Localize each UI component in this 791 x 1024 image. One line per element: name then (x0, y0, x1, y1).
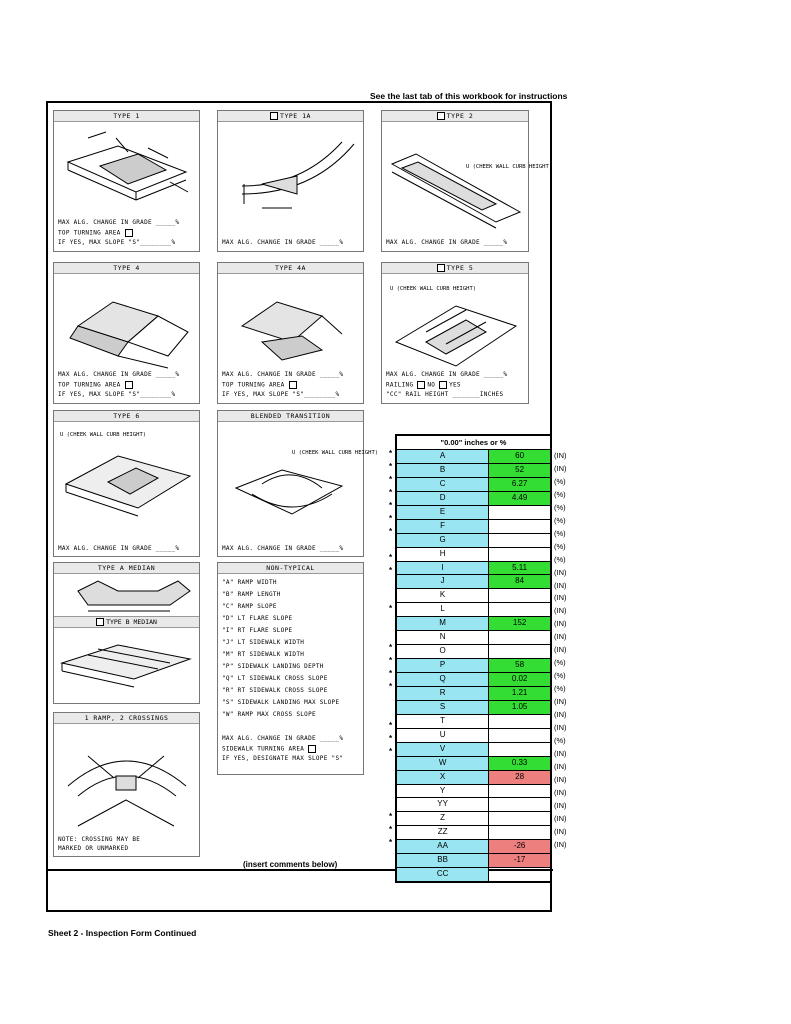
table-row (397, 701, 550, 715)
required-marker: * (389, 720, 393, 730)
row-value[interactable] (489, 631, 550, 644)
table-row (397, 854, 550, 868)
table-row (397, 798, 550, 812)
row-label: L (397, 603, 489, 616)
table-row (397, 631, 550, 645)
table-row (397, 492, 550, 506)
table-row (397, 785, 550, 799)
table-row (397, 826, 550, 840)
panel-type-6 (53, 410, 200, 557)
required-marker: * (389, 449, 393, 458)
row-value[interactable] (489, 534, 550, 547)
row-value[interactable]: 52 (489, 464, 550, 477)
unit-label: (%) (554, 541, 566, 551)
required-marker: * (389, 682, 393, 692)
row-label: Q (397, 673, 489, 686)
unit-label: (%) (554, 658, 566, 668)
table-row (397, 534, 550, 548)
row-label: W (397, 757, 489, 770)
unit-label: (IN) (554, 593, 567, 603)
row-value[interactable] (489, 868, 550, 881)
unit-label: (IN) (554, 813, 567, 823)
required-marker: * (389, 643, 393, 653)
unit-label: (IN) (554, 463, 567, 473)
turning-area-line: SIDEWALK TURNING AREA (222, 745, 318, 753)
row-value[interactable]: 0.33 (489, 757, 550, 770)
row-label: T (397, 715, 489, 728)
row-label: F (397, 520, 489, 533)
table-row (397, 771, 550, 785)
required-marker: * (389, 604, 393, 614)
row-value[interactable] (489, 548, 550, 561)
required-marker: * (389, 513, 393, 523)
table-body (397, 450, 550, 881)
table-row (397, 562, 550, 576)
row-label: J (397, 575, 489, 588)
row-value[interactable] (489, 785, 550, 798)
legend-item: "C" RAMP SLOPE (222, 603, 277, 610)
row-value[interactable]: 60 (489, 450, 550, 463)
row-label: V (397, 743, 489, 756)
unit-label: (%) (554, 515, 566, 525)
table-row (397, 464, 550, 478)
required-marker: * (389, 746, 393, 756)
unit-label: (%) (554, 476, 566, 486)
row-label: M (397, 617, 489, 630)
row-value[interactable] (489, 506, 550, 519)
legend-item: "J" LT SIDEWALK WIDTH (222, 639, 305, 646)
table-row (397, 687, 550, 701)
required-marker: * (389, 565, 393, 575)
row-label: CC (397, 868, 489, 881)
railing-line: RAILING NO YES (386, 381, 461, 389)
type-b-median-title: TYPE B MEDIAN (54, 616, 199, 628)
row-value[interactable]: 152 (489, 617, 550, 630)
legend-item: "B" RAMP LENGTH (222, 591, 281, 598)
table-row (397, 548, 550, 562)
required-marker: * (389, 837, 393, 847)
panel-type-5 (381, 262, 529, 404)
row-label: BB (397, 854, 489, 867)
panel-title: TYPE 2 (382, 111, 528, 122)
cheek-wall-callout: U (CHEEK WALL CURB HEIGHT) (466, 164, 553, 170)
unit-label: (IN) (554, 722, 567, 732)
legend-item: "R" RT SIDEWALK CROSS SLOPE (222, 687, 328, 694)
unit-label: (IN) (554, 826, 567, 836)
unit-label: (IN) (554, 645, 567, 655)
row-value[interactable]: 84 (489, 575, 550, 588)
panel-title: TYPE A MEDIAN (54, 563, 199, 574)
grade-line: MAX ALG. CHANGE IN GRADE _____% (222, 735, 344, 742)
unit-label: (%) (554, 554, 566, 564)
unit-label: (%) (554, 489, 566, 499)
row-label: A (397, 450, 489, 463)
row-label: E (397, 506, 489, 519)
table-row (397, 729, 550, 743)
max-slope-line: IF YES, DESIGNATE MAX SLOPE "S" (222, 755, 344, 762)
grade-line: MAX ALG. CHANGE IN GRADE _____% (222, 545, 344, 552)
row-label: O (397, 645, 489, 658)
legend-item: "I" RT FLARE SLOPE (222, 627, 293, 634)
table-row (397, 575, 550, 589)
grade-line: MAX ALG. CHANGE IN GRADE _____% (222, 371, 344, 378)
crossing-note: MARKED OR UNMARKED (58, 845, 129, 852)
turning-area-line: TOP TURNING AREA (58, 381, 135, 389)
railing-no-checkbox[interactable] (417, 381, 425, 389)
required-marker: * (389, 824, 393, 834)
max-slope-line: IF YES, MAX SLOPE "S"________% (222, 391, 340, 398)
panel-title: TYPE 5 (382, 263, 528, 274)
panel-type-a-median (53, 562, 200, 704)
row-value[interactable]: 5.11 (489, 562, 550, 575)
unit-label: (IN) (554, 774, 567, 784)
table-row (397, 840, 550, 854)
grade-line: MAX ALG. CHANGE IN GRADE _____% (222, 239, 344, 246)
max-slope-line: IF YES, MAX SLOPE "S"________% (58, 391, 176, 398)
table-row (397, 645, 550, 659)
unit-label: (IN) (554, 632, 567, 642)
panel-type-4a (217, 262, 364, 404)
panel-title: TYPE 4 (54, 263, 199, 274)
unit-label: (IN) (554, 800, 567, 810)
type-4-diagram (58, 276, 195, 371)
row-value[interactable]: 58 (489, 659, 550, 672)
turning-area-checkbox[interactable] (289, 381, 297, 389)
legend-item: "P" SIDEWALK LANDING DEPTH (222, 663, 324, 670)
row-label: D (397, 492, 489, 505)
type-5-checkbox[interactable] (437, 264, 445, 272)
turning-area-line: TOP TURNING AREA (58, 229, 135, 237)
row-label: H (397, 548, 489, 561)
unit-label: (%) (554, 684, 566, 694)
row-value[interactable]: 0.02 (489, 673, 550, 686)
panel-non-typical (217, 562, 364, 775)
required-marker: * (389, 552, 393, 562)
row-label: G (397, 534, 489, 547)
legend-item: "D" LT FLARE SLOPE (222, 615, 293, 622)
type-2-checkbox[interactable] (437, 112, 445, 120)
unit-label: (IN) (554, 567, 567, 577)
blended-transition-diagram (222, 424, 379, 524)
grade-line: MAX ALG. CHANGE IN GRADE _____% (58, 371, 180, 378)
table-row (397, 617, 550, 631)
required-marker: * (389, 474, 393, 484)
table-row (397, 450, 550, 464)
type-b-median-checkbox[interactable] (96, 618, 104, 626)
turning-area-checkbox[interactable] (125, 381, 133, 389)
grade-line: MAX ALG. CHANGE IN GRADE _____% (386, 371, 508, 378)
row-value[interactable]: 28 (489, 771, 550, 784)
instructions-note: See the last tab of this workbook for instructions (370, 91, 568, 101)
table-row (397, 673, 550, 687)
table-row (397, 743, 550, 757)
type-6-diagram (58, 424, 195, 524)
required-marker: * (389, 656, 393, 666)
row-value[interactable] (489, 520, 550, 533)
turning-area-checkbox[interactable] (125, 229, 133, 237)
railing-yes-checkbox[interactable] (439, 381, 447, 389)
type-a-median-diagram (58, 575, 195, 617)
required-marker: * (389, 487, 393, 497)
row-value[interactable]: 6.27 (489, 478, 550, 491)
grade-line: MAX ALG. CHANGE IN GRADE _____% (58, 545, 180, 552)
cheek-wall-callout: U (CHEEK WALL CURB HEIGHT) (292, 450, 379, 456)
row-value[interactable] (489, 798, 550, 811)
grade-line: MAX ALG. CHANGE IN GRADE _____% (386, 239, 508, 246)
unit-label: (%) (554, 671, 566, 681)
panel-1-ramp-2-crossings (53, 712, 200, 857)
row-value[interactable]: -26 (489, 840, 550, 853)
legend-item: "M" RT SIDEWALK WIDTH (222, 651, 305, 658)
panel-type-1 (53, 110, 200, 252)
type-4a-diagram (222, 276, 359, 371)
type-1a-checkbox[interactable] (270, 112, 278, 120)
unit-label: (IN) (554, 748, 567, 758)
required-marker: * (389, 500, 393, 510)
table-row (397, 715, 550, 729)
unit-label: (IN) (554, 580, 567, 590)
type-2-diagram (386, 124, 553, 224)
row-label: Z (397, 812, 489, 825)
row-value[interactable] (489, 645, 550, 658)
required-marker: * (389, 526, 393, 536)
table-row (397, 757, 550, 771)
table-row (397, 506, 550, 520)
row-value[interactable]: 4.49 (489, 492, 550, 505)
panel-type-2 (381, 110, 553, 252)
row-value[interactable] (489, 715, 550, 728)
row-value[interactable]: 1.21 (489, 687, 550, 700)
grade-line: MAX ALG. CHANGE IN GRADE _____% (58, 219, 180, 226)
table-row (397, 812, 550, 826)
row-label: YY (397, 798, 489, 811)
row-label: X (397, 771, 489, 784)
cheek-wall-callout: U (CHEEK WALL CURB HEIGHT) (60, 432, 147, 438)
row-label: U (397, 729, 489, 742)
row-label: Y (397, 785, 489, 798)
table-row (397, 589, 550, 603)
panel-title: TYPE 4A (218, 263, 363, 274)
unit-label: (IN) (554, 619, 567, 629)
type-1-diagram (58, 124, 195, 212)
row-label: K (397, 589, 489, 602)
one-ramp-diagram (58, 726, 195, 831)
panel-title: TYPE 1 (54, 111, 199, 122)
unit-label: (IN) (554, 697, 567, 707)
legend-item: "Q" LT SIDEWALK CROSS SLOPE (222, 675, 328, 682)
max-slope-line: IF YES, MAX SLOPE "S"________% (58, 239, 176, 246)
panel-type-4 (53, 262, 200, 404)
row-value[interactable] (489, 743, 550, 756)
required-marker: * (389, 733, 393, 743)
panel-title: BLENDED TRANSITION (218, 411, 363, 422)
comments-label: (insert comments below) (243, 860, 338, 869)
row-label: S (397, 701, 489, 714)
turning-area-line: TOP TURNING AREA (222, 381, 299, 389)
row-value[interactable]: 1.05 (489, 701, 550, 714)
row-label: N (397, 631, 489, 644)
row-label: AA (397, 840, 489, 853)
measurement-table (395, 434, 552, 883)
crossing-note: NOTE: CROSSING MAY BE (58, 836, 141, 843)
unit-label: (%) (554, 735, 566, 745)
row-value[interactable]: -17 (489, 854, 550, 867)
table-row (397, 868, 550, 881)
table-row (397, 603, 550, 617)
row-label: B (397, 464, 489, 477)
required-marker: * (389, 461, 393, 471)
legend-item: "S" SIDEWALK LANDING MAX SLOPE (222, 699, 340, 706)
unit-label: (IN) (554, 787, 567, 797)
panel-title: NON-TYPICAL (218, 563, 363, 574)
row-label: I (397, 562, 489, 575)
unit-label: (%) (554, 528, 566, 538)
row-label: R (397, 687, 489, 700)
legend-item: "W" RAMP MAX CROSS SLOPE (222, 711, 316, 718)
type-5-diagram (386, 276, 524, 371)
table-row (397, 659, 550, 673)
table-row (397, 478, 550, 492)
panel-title: 1 RAMP, 2 CROSSINGS (54, 713, 199, 724)
type-1a-diagram (222, 124, 359, 224)
row-value[interactable] (489, 589, 550, 602)
row-value[interactable] (489, 812, 550, 825)
type-b-median-diagram (58, 629, 195, 699)
rail-height-line: "CC" RAIL HEIGHT _______INCHES (386, 391, 504, 398)
panel-title: TYPE 6 (54, 411, 199, 422)
panel-type-1a (217, 110, 364, 252)
row-value[interactable] (489, 603, 550, 616)
table-header: "0.00" inches or % (397, 436, 550, 450)
row-label: P (397, 659, 489, 672)
unit-label: (IN) (554, 606, 567, 616)
required-marker: * (389, 811, 393, 821)
panel-title: TYPE 1A (218, 111, 363, 122)
row-label: ZZ (397, 826, 489, 839)
table-row (397, 520, 550, 534)
unit-label: (%) (554, 502, 566, 512)
legend-item: "A" RAMP WIDTH (222, 579, 277, 586)
panel-blended-transition (217, 410, 379, 557)
cheek-wall-callout: U (CHEEK WALL CURB HEIGHT) (390, 286, 477, 292)
row-value[interactable] (489, 729, 550, 742)
unit-label: (IN) (554, 839, 567, 849)
row-label: C (397, 478, 489, 491)
unit-label: (IN) (554, 451, 567, 460)
turning-area-checkbox[interactable] (308, 745, 316, 753)
required-marker: * (389, 669, 393, 679)
row-value[interactable] (489, 826, 550, 839)
sheet-footer: Sheet 2 - Inspection Form Continued (48, 928, 197, 938)
unit-label: (IN) (554, 761, 567, 771)
unit-label: (IN) (554, 710, 567, 719)
